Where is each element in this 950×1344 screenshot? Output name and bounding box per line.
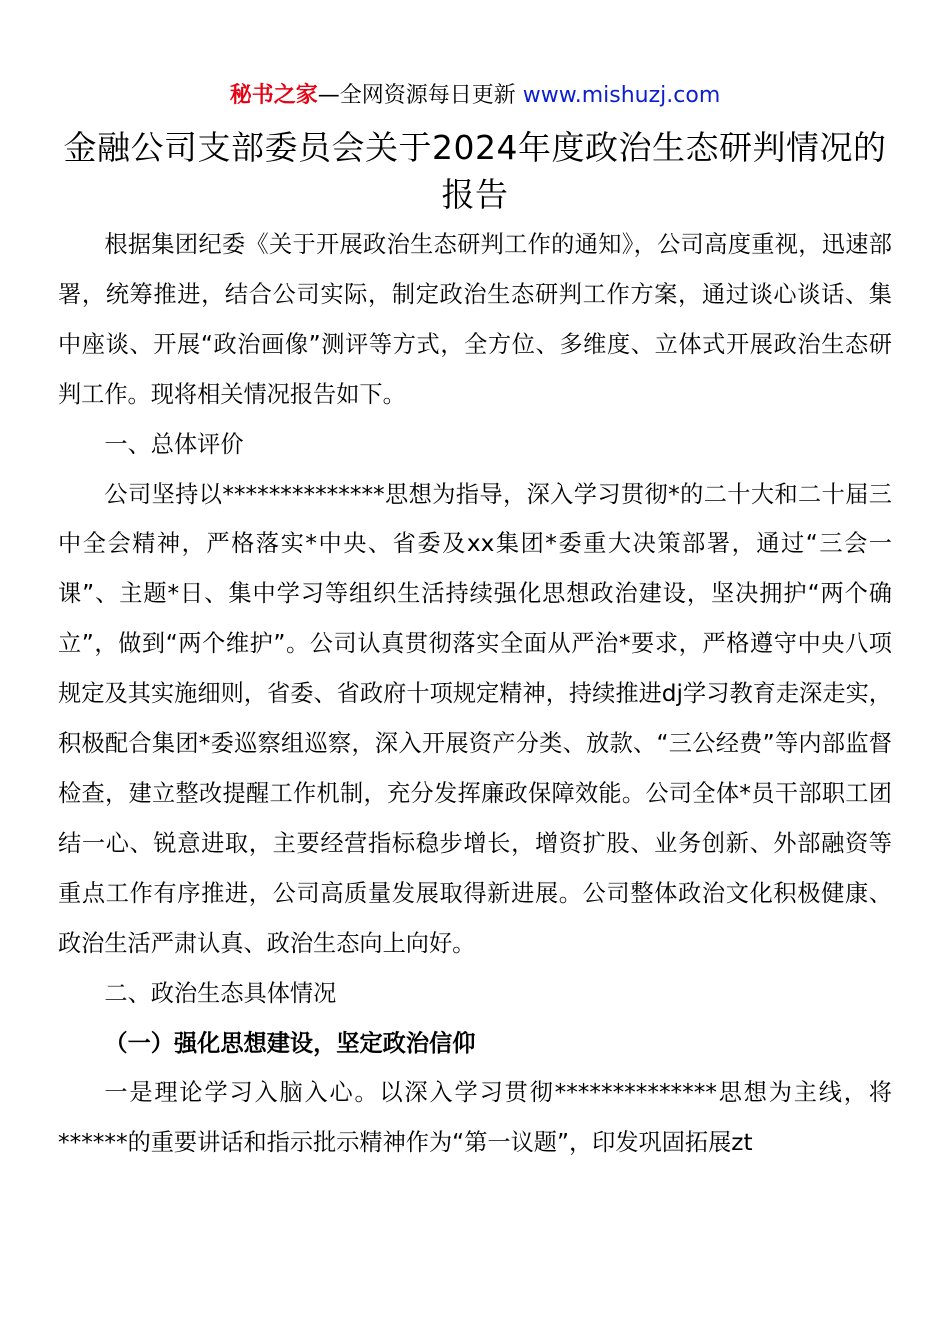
section-heading-specific-situation: 二、政治生态具体情况 (104, 979, 337, 1007)
overall-evaluation-paragraph: 公司坚持以**************思想为指导，深入学习贯彻*的二十大和二十届三中全会精神，严格落实*中央、省委及xx集团*委重大决策部署，通过“三会一课”、主题*日、集中学习等组织生活持续强化思想政治建设，坚决拥护“两个确立”，做到“两个维护”。公司认真贯彻落实全面从严治*要求，严格遵守中央八项规定及其实施细则，省委、省政府十项规定精神，持续推进dj学习教育走深走实，积极配合集团*委巡察组巡察，深入开展资产分类、放款、“三公经费”等内部监督检查，建立整改提醒工作机制，充分发挥廉政保障效能。公司全体*员干部职工团结一心、锐意进取，主要经营指标稳步增长，增资扩股、业务创新、外部融资等重点工作有序推进，公司高质量发展取得新进展。公司整体政治文化积极健康、政治生活严肃认真、政治生态向上向好。 (58, 480, 892, 957)
intro-paragraph: 根据集团纪委《关于开展政治生态研判工作的通知》，公司高度重视，迅速部署，统筹推进，结合公司实际，制定政治生态研判工作方案，通过谈心谈话、集中座谈、开展“政治画像”测评等方式，全方位、多维度、立体式开展政治生态研判工作。现将相关情况报告如下。 (58, 231, 892, 408)
site-tagline: —全网资源每日更新 (317, 83, 523, 108)
site-header (0, 80, 950, 112)
section-heading-overall-evaluation: 一、总体评价 (104, 430, 244, 458)
document-title: 金融公司支部委员会关于2024年度政治生态研判情况的报告 (63, 128, 887, 214)
site-url[interactable]: www.mishuzj.com (522, 83, 721, 108)
document-body (58, 220, 892, 1168)
site-brand: 秘书之家 (229, 83, 318, 108)
subsection-heading-ideological-building: （一）强化思想建设，坚定政治信仰 (104, 1029, 476, 1057)
theory-study-paragraph: 一是理论学习入脑入心。以深入学习贯彻**************思想为主线，将******的重要讲话和指示批示精神作为“第一议题”，印发巩固拓展zt (58, 1079, 892, 1157)
